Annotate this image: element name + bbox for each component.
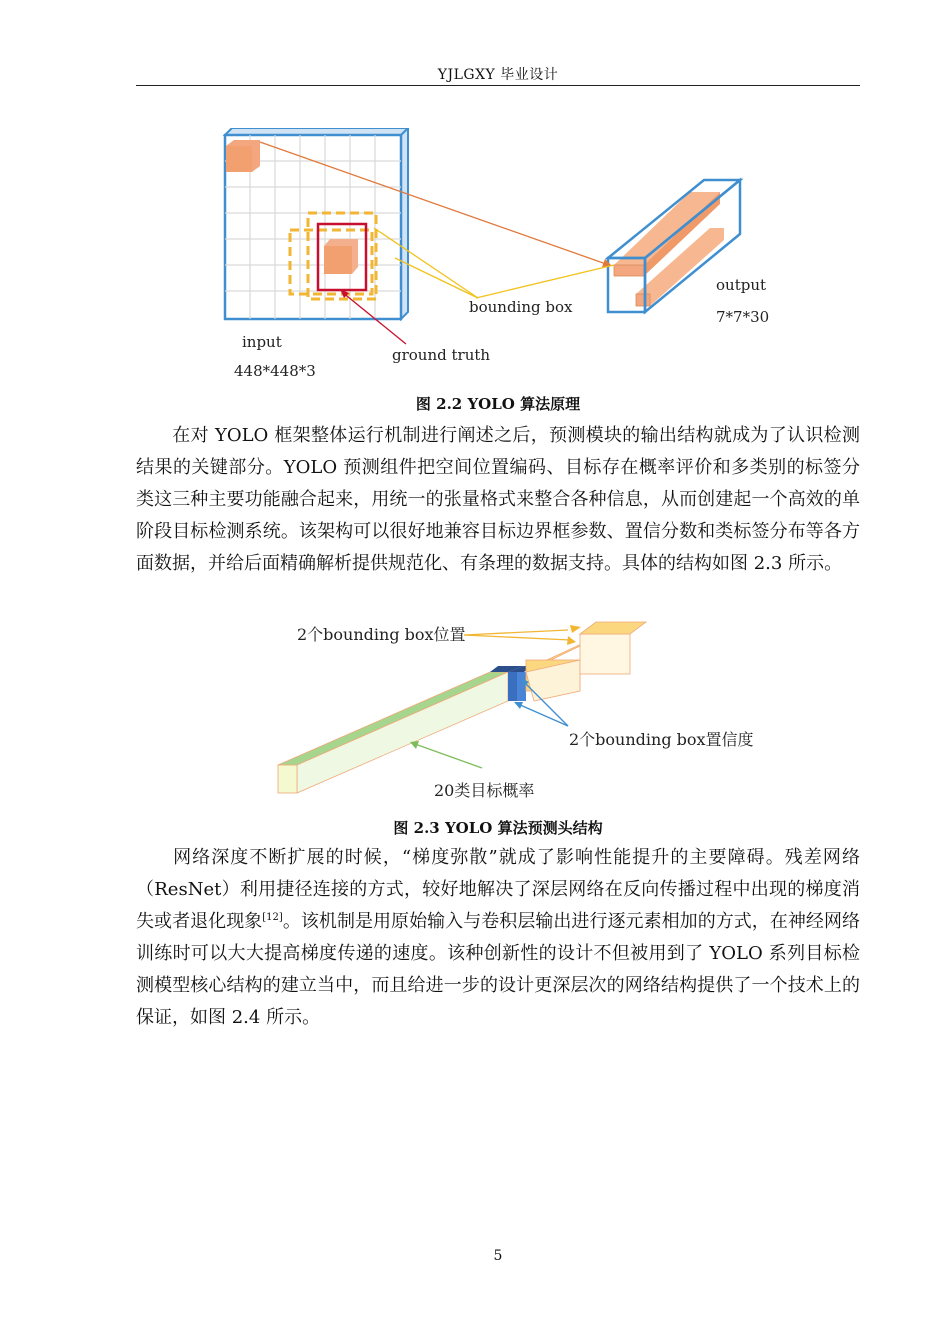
ground-truth-label: ground truth xyxy=(392,346,491,364)
paragraph-1 xyxy=(136,420,860,580)
bbox-position-label: 2个bounding box位置 xyxy=(297,625,466,644)
paragraph-1-text: 在对 YOLO 框架整体运行机制进行阐述之后，预测模块的输出结构就成为了认识检测结果的关键部分。YOLO 预测组件把空间位置编码、目标存在概率评价和多类别的标签分类这三种主要功能融合起来，用统一的张量格式来整合各种信息，从而创建起一个高效的单阶段目标检测系统。该架构可以很好地兼容目标边界框参数、置信分数和类标签分布等各方面数据，并给后面精确解析提供规范化、有条理的数据支持。具体的结构如图 2.3 所示。 xyxy=(136,425,860,574)
bounding-box-label: bounding box xyxy=(469,298,573,316)
figure-yolo-principle xyxy=(220,128,790,383)
output-dims: 7*7*30 xyxy=(716,308,770,326)
paragraph-2-text-b: 。该机制是用原始输入与卷积层输出进行逐元素相加的方式，在神经网络训练时可以大大提高梯度传递的速度。该种创新性的设计不但被用到了 YOLO 系列目标检测模型核心结构的建立当中，而且给进一步的设计更深层次的网络结构提供了一个技术上的保证，如图 2.4 所示。 xyxy=(136,911,860,1028)
input-grid xyxy=(225,128,408,319)
page-header: YJLGXY 毕业设计 xyxy=(437,67,559,83)
citation-12: [12] xyxy=(262,912,283,923)
class-probability-label: 20类目标概率 xyxy=(434,781,535,800)
paragraph-2-text-a: 网络深度不断扩展的时候，“梯度弥散”就成了影响性能提升的主要障碍。残差网络（ResNet）利用捷径连接的方式，较好地解决了深层网络在反向传播过程中出现的梯度消失或者退化现象 xyxy=(136,847,860,932)
page-number: 5 xyxy=(493,1248,503,1264)
output-label: output xyxy=(716,276,767,294)
figure-2-3-caption: 图 2.3 YOLO 算法预测头结构 xyxy=(393,819,603,837)
paragraph-2 xyxy=(136,842,860,1034)
input-label: input xyxy=(242,333,282,351)
bbox-confidence-label: 2个bounding box置信度 xyxy=(569,730,754,749)
input-dims: 448*448*3 xyxy=(234,362,316,380)
figure-2-2-caption: 图 2.2 YOLO 算法原理 xyxy=(415,395,581,413)
header-rule xyxy=(136,85,860,86)
figure-prediction-head xyxy=(270,616,754,806)
